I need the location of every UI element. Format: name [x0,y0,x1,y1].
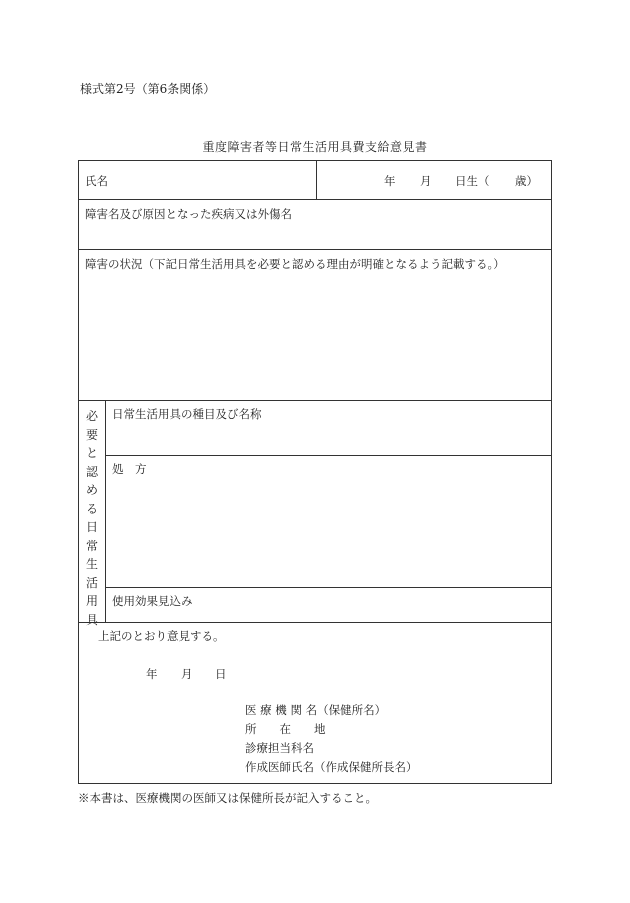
required-equipment-vertical-label [79,407,105,629]
row-divider [79,249,551,250]
vertical-char: 要 [85,427,98,442]
vertical-char: 活 [85,575,98,590]
birth-day-label: 日生（ [455,174,490,188]
disability-name-label: 障害名及び原因となった疾病又は外傷名 [85,207,292,221]
institution-name-label: 医 療 機 関 名（保健所名） [245,703,387,717]
column-divider [105,400,106,622]
vertical-char: 用 [85,594,98,608]
doctor-name-label: 作成医師氏名（作成保健所長名） [245,760,418,774]
equipment-type-label: 日常生活用具の種目及び名称 [112,407,262,421]
vertical-char: 必 [85,409,98,423]
footnote: ※本書は、医療機関の医師又は保健所長が記入すること。 [78,791,377,805]
opinion-form-table [78,160,552,784]
birth-year-label: 年 [384,174,396,188]
date-day-label: 日 [215,667,227,681]
age-label: 歳） [515,174,538,188]
row-divider [79,400,551,401]
row-divider [105,455,551,456]
birth-month-label: 月 [420,174,432,188]
expected-effect-label: 使用効果見込み [112,594,193,608]
prescription-label: 処 方 [112,462,147,476]
opinion-statement: 上記のとおり意見する。 [98,629,225,643]
vertical-char: め [85,483,98,497]
vertical-char: と [85,446,98,460]
form-number: 様式第2号（第6条関係） [80,82,216,96]
row-divider [79,199,551,200]
column-divider [316,161,317,199]
address-label: 所 在 地 [245,722,326,736]
department-label: 診療担当科名 [245,741,314,755]
vertical-char: 認 [85,464,98,479]
name-label: 氏名 [85,174,108,188]
row-divider [79,622,551,623]
vertical-char: 具 [85,612,98,627]
document-title: 重度障害者等日常生活用具費支給意見書 [202,140,428,154]
vertical-char: 日 [85,520,98,534]
date-month-label: 月 [181,667,193,681]
vertical-char: 常 [85,538,98,553]
date-year-label: 年 [146,667,158,681]
vertical-char: る [85,501,98,516]
condition-label: 障害の状況（下記日常生活用具を必要と認める理由が明確となるよう記載する。） [85,257,505,271]
row-divider [105,587,551,588]
vertical-char: 生 [85,557,98,571]
